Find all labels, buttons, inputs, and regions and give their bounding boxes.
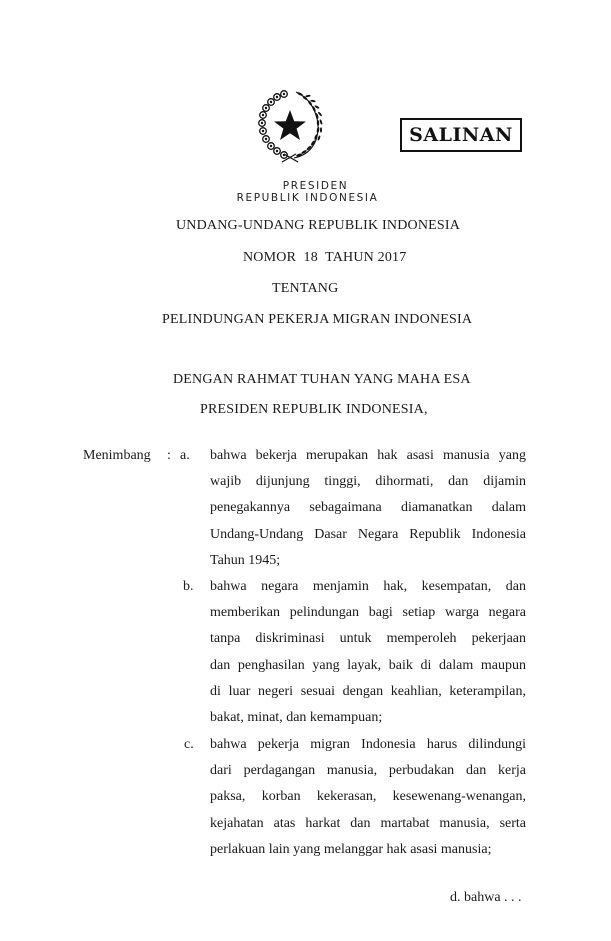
- considering-item-a: [210, 443, 526, 574]
- item-c-line: kejahatan atas harkat dan martabat manusia, serta: [210, 815, 526, 831]
- salinan-stamp: SALINAN: [400, 118, 522, 152]
- item-c-line: bahwa pekerja migran Indonesia harus dilindungi: [210, 737, 526, 752]
- item-a-line: Undang-Undang Dasar Negara Republik Indonesia: [210, 526, 526, 542]
- item-a-line: Tahun 1945;: [210, 552, 281, 568]
- item-a-line: bahwa bekerja merupakan hak asasi manusia yang: [210, 448, 526, 463]
- preamble-line-2: PRESIDEN REPUBLIK INDONESIA,: [200, 402, 428, 417]
- item-c-line: perlakuan lain yang melanggar hak asasi manusia;: [210, 841, 492, 857]
- item-b-line: di luar negeri sesuai dengan keahlian, keterampilan,: [210, 683, 526, 699]
- menimbang-label: Menimbang: [83, 448, 151, 463]
- republik-indonesia-label: REPUBLIK INDONESIA: [236, 192, 379, 204]
- page-continuation: d. bahwa . . .: [450, 890, 522, 905]
- item-b-line: tanpa diskriminasi untuk memperoleh pekerjaan: [210, 631, 526, 647]
- preamble-line-1: DENGAN RAHMAT TUHAN YANG MAHA ESA: [173, 372, 471, 387]
- item-c-line: dari perdagangan manusia, perbudakan dan kerja: [210, 763, 526, 779]
- law-subject-heading: PELINDUNGAN PEKERJA MIGRAN INDONESIA: [162, 312, 473, 327]
- law-number-heading: NOMOR 18 TAHUN 2017: [243, 250, 407, 265]
- item-letter-c: c.: [184, 737, 194, 752]
- item-a-line: wajib dijunjung tinggi, dihormati, dan dijamin: [210, 474, 526, 490]
- menimbang-colon: :: [167, 448, 171, 463]
- item-b-line: bahwa negara menjamin hak, kesempatan, dan: [210, 579, 526, 594]
- presidential-emblem-icon: [256, 88, 324, 166]
- item-b-line: memberikan pelindungan bagi setiap warga negara: [210, 605, 526, 621]
- considering-item-b: [210, 574, 526, 731]
- tentang-heading: TENTANG: [272, 281, 339, 296]
- item-c-line: paksa, korban kekerasan, kesewenang-wenangan,: [210, 789, 526, 805]
- presiden-label: PRESIDEN: [282, 180, 349, 192]
- law-type-heading: UNDANG-UNDANG REPUBLIK INDONESIA: [176, 218, 461, 233]
- considering-item-c: [210, 732, 526, 863]
- item-letter-b: b.: [183, 579, 194, 594]
- item-b-line: bakat, minat, dan kemampuan;: [210, 710, 383, 726]
- item-a-line: penegakannya sebagaimana diamanatkan dalam: [210, 500, 526, 516]
- item-b-line: dan penghasilan yang layak, baik di dalam maupun: [210, 657, 526, 673]
- item-letter-a: a.: [180, 448, 190, 463]
